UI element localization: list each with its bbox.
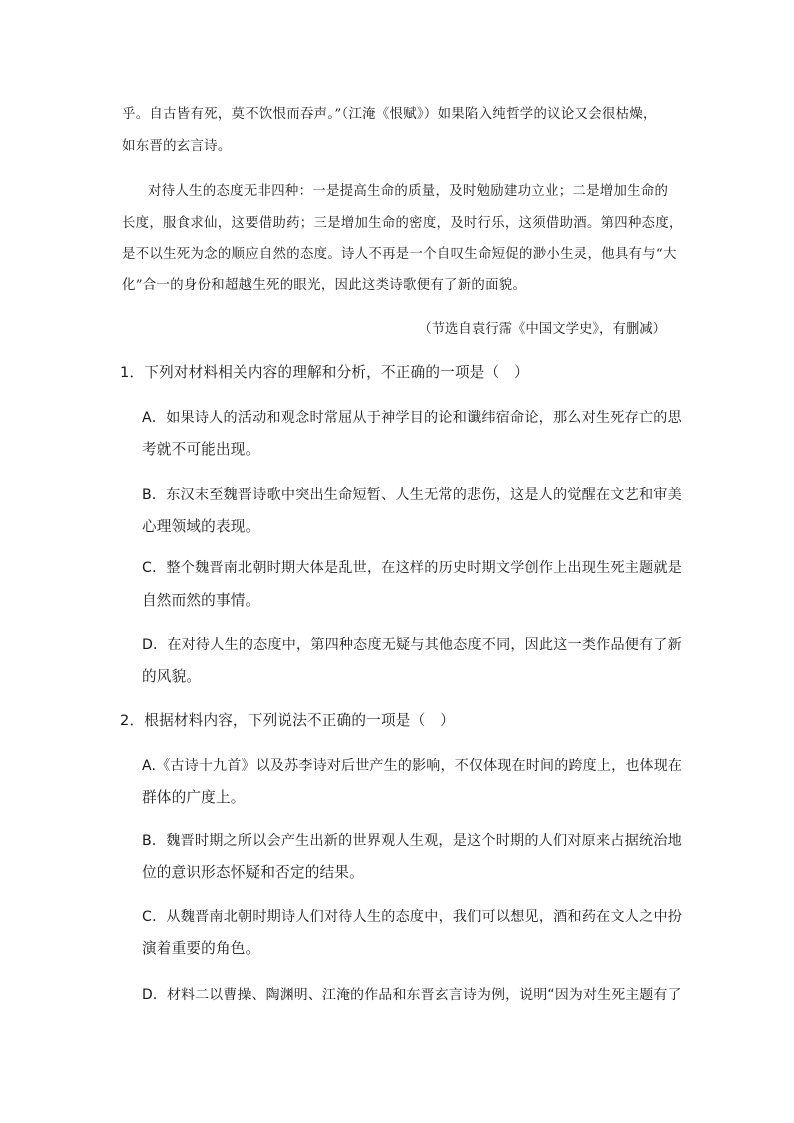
- question-stem: 2．根据材料内容，下列说法不正确的一项是（ ）: [120, 712, 455, 729]
- option-d-line: D．在对待人生的态度中，第四种态度无疑与其他态度不同，因此这一类作品便有了新: [142, 637, 682, 653]
- option-b-line: B．魏晋时期之所以会产生出新的世界观人生观，是这个时期的人们对原来占据统治地: [142, 833, 682, 849]
- passage-line: 化”合一的身份和超越生死的眼光，因此这类诗歌便有了新的面貌。: [122, 278, 527, 293]
- option-c-line: 自然而然的事情。: [142, 592, 261, 609]
- passage-line: 如东晋的玄言诗。: [122, 139, 232, 154]
- option-a-line: 考就不可能出现。: [142, 441, 261, 458]
- option-d-line: D．材料二以曹操、陶渊明、江淹的作品和东晋玄言诗为例，说明“因为对生死主题有了: [142, 987, 682, 1003]
- option-a-line: A.《古诗十九首》以及苏李诗对后世产生的影响，不仅体现在时间的跨度上，也体现在: [142, 758, 683, 774]
- option-b-line: 心理领域的表现。: [142, 518, 261, 535]
- passage-line: 长度，服食求仙，这要借助药；三是增加生命的密度，及时行乐，这须借助酒。第四种态度，: [122, 216, 683, 231]
- option-d-line: 的风貌。: [142, 668, 202, 685]
- source-citation: （节选自袁行霈《中国文学史》，有删减）: [418, 322, 666, 337]
- option-c-line: C．从魏晋南北朝时期诗人们对待人生的态度中，我们可以想见，酒和药在文人之中扮: [142, 909, 683, 925]
- option-c-line: 演着重要的角色。: [142, 940, 261, 957]
- option-c-line: C．整个魏晋南北朝时期大体是乱世，在这样的历史时期文学创作上出现生死主题就是: [142, 560, 683, 576]
- passage-line: 乎。自古皆有死，莫不饮恨而吞声。”（江淹《恨赋》）如果陷入纯哲学的议论又会很枯燥，: [122, 107, 657, 122]
- option-b-line: 位的意识形态怀疑和否定的结果。: [142, 864, 364, 881]
- option-a-line: A．如果诗人的活动和观念时常屈从于神学目的论和谶纬宿命论，那么对生死存亡的思: [142, 410, 682, 426]
- passage-line: 是不以生死为念的顺应自然的态度。诗人不再是一个自叹生命短促的渺小生灵，他具有与“大: [122, 247, 677, 262]
- option-a-line: 群体的广度上。: [142, 789, 246, 806]
- question-stem: 1．下列对材料相关内容的理解和分析，不正确的一项是（ ）: [120, 364, 529, 381]
- option-b-line: B．东汉末至魏晋诗歌中突出生命短暂、人生无常的悲伤，这是人的觉醒在文艺和审美: [142, 487, 682, 503]
- passage-line: 对待人生的态度无非四种：一是提高生命的质量，及时勉励建功立业；二是增加生命的: [148, 184, 669, 199]
